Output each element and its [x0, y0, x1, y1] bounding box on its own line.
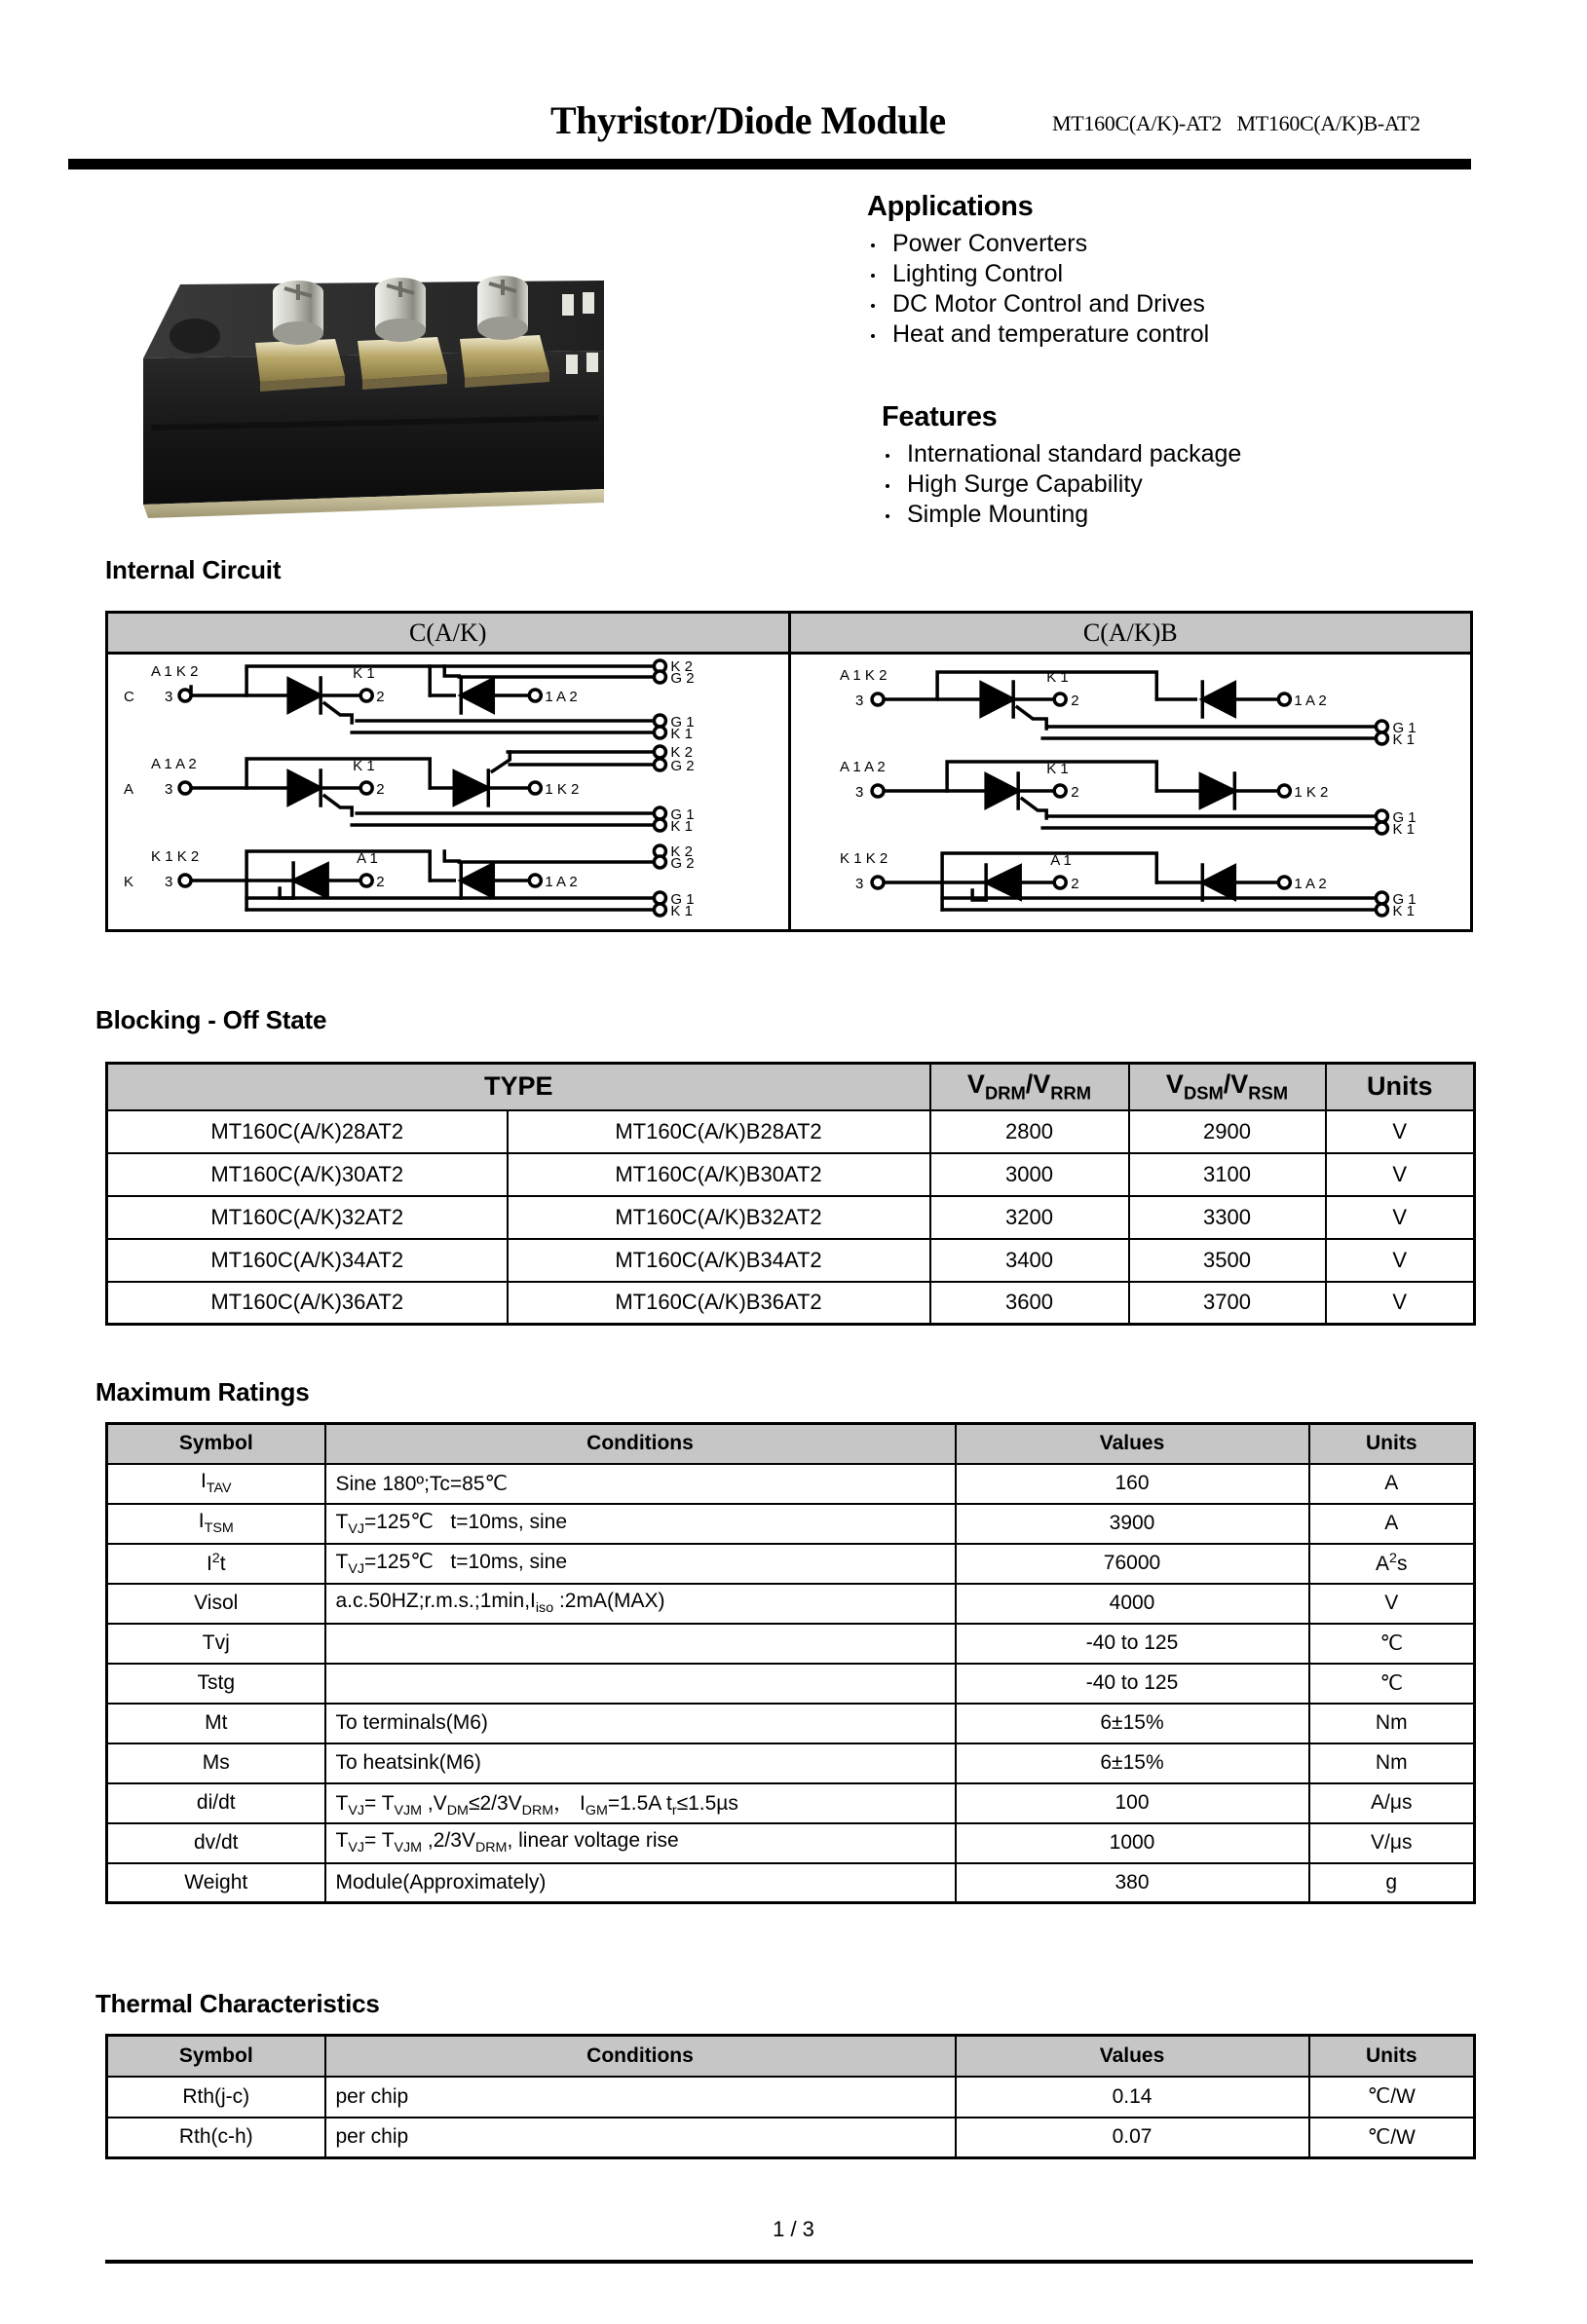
blocking-row-0-vdsm: 2900 [1129, 1110, 1326, 1153]
cak-row-0-term-2: G 1 [670, 714, 695, 731]
cakb-row-2-right: 1 A 2 [1293, 876, 1327, 892]
cakb-row-0-right: 1 A 2 [1293, 693, 1327, 709]
cak-row-2-left-label: K 1 K 2 [151, 848, 200, 865]
blocking-row-1-type-b: MT160C(A/K)B30AT2 [508, 1153, 930, 1196]
ratings-row-2-symbol: $I^2t$ [107, 1544, 325, 1584]
ratings-row-4-units: ℃ [1309, 1624, 1475, 1664]
internal-circuit-table [105, 611, 1473, 932]
col-header-symbol: Symbol [107, 1424, 325, 1464]
cak-row-1-left-label: A 1 A 2 [151, 756, 197, 772]
ratings-row-10-conditions: Module(Approximately) [325, 1863, 956, 1903]
ratings-row-9-units: V/μs [1309, 1823, 1475, 1863]
table-row [107, 1464, 1475, 1504]
col-header-conditions: Conditions [325, 2036, 956, 2077]
table-row [107, 1239, 1475, 1282]
cakb-row-0-term-1: K 1 [1391, 731, 1415, 748]
ratings-row-4-conditions [325, 1624, 956, 1664]
cakb-row-2-mid-label: A 1 [1049, 852, 1072, 869]
thermal-row-0-conditions: per chip [325, 2077, 956, 2118]
list-item [867, 259, 1491, 289]
table-row [107, 1504, 1475, 1544]
ratings-row-10-units: g [1309, 1863, 1475, 1903]
cak-row-1-term-0: K 2 [670, 744, 693, 761]
circuit-column-header-cakb: C(A/K)B [791, 614, 1471, 652]
table-row [107, 2077, 1475, 2118]
col-header-values: Values [956, 2036, 1309, 2077]
cakb-row-2-term-1: K 1 [1391, 903, 1415, 919]
cak-row-0-terminal: C [124, 689, 134, 705]
table-row [107, 1863, 1475, 1903]
ratings-row-4-values: -40 to 125 [956, 1624, 1309, 1664]
table-header-row [107, 1064, 1475, 1110]
header-rule [68, 159, 1471, 169]
thermal-row-1-values: 0.07 [956, 2118, 1309, 2158]
ratings-row-6-conditions: To terminals(M6) [325, 1704, 956, 1743]
features-item-0: International standard package [907, 440, 1242, 468]
applications-section [867, 191, 1491, 350]
blocking-row-4-type-a: MT160C(A/K)36AT2 [107, 1282, 508, 1325]
cak-row-1-left-pin: 3 [165, 781, 173, 798]
cakb-row-1-mid-pin: 2 [1070, 784, 1079, 801]
ratings-row-9-values: 1000 [956, 1823, 1309, 1863]
cakb-row-1-left-pin: 3 [854, 784, 863, 801]
col-header-units: Units [1326, 1064, 1475, 1110]
cak-row-2-term-2: G 1 [670, 891, 695, 908]
table-row [107, 1196, 1475, 1239]
blocking-row-4-vdsm: 3700 [1129, 1282, 1326, 1325]
part-numbers: MT160C(A/K)-AT2 MT160C(A/K)B-AT2 [1052, 111, 1420, 135]
table-header-row [107, 1424, 1475, 1464]
col-header-vdsm: $V_{DSM}/V_{RSM}$ [1129, 1064, 1326, 1110]
blocking-row-3-vdsm: 3500 [1129, 1239, 1326, 1282]
cak-row-2-term-1: G 2 [670, 855, 695, 872]
list-item [882, 469, 1505, 500]
blocking-row-1-units: V [1326, 1153, 1475, 1196]
list-item [867, 319, 1491, 350]
table-row [107, 1282, 1475, 1325]
blocking-row-2-units: V [1326, 1196, 1475, 1239]
cak-row-1-term-3: K 1 [670, 818, 693, 835]
blocking-row-1-type-a: MT160C(A/K)30AT2 [107, 1153, 508, 1196]
ratings-row-4-symbol: Tvj [107, 1624, 325, 1664]
cakb-row-1-right: 1 K 2 [1293, 784, 1328, 801]
ratings-row-2-values: 76000 [956, 1544, 1309, 1584]
ratings-row-6-values: 6±15% [956, 1704, 1309, 1743]
ratings-row-3-symbol: Visol [107, 1584, 325, 1624]
ratings-row-7-units: Nm [1309, 1743, 1475, 1783]
thermal-row-0-symbol: Rth(j-c) [107, 2077, 325, 2118]
bullet-dot-icon [886, 454, 889, 458]
blocking-row-0-type-a: MT160C(A/K)28AT2 [107, 1110, 508, 1153]
ratings-row-3-values: 4000 [956, 1584, 1309, 1624]
col-header-values: Values [956, 1424, 1309, 1464]
applications-item-0: Power Converters [892, 230, 1088, 257]
features-section [882, 401, 1505, 530]
cak-row-1-term-1: G 2 [670, 758, 695, 774]
blocking-row-2-type-b: MT160C(A/K)B32AT2 [508, 1196, 930, 1239]
ratings-row-6-symbol: Mt [107, 1704, 325, 1743]
cakb-row-0-left-pin: 3 [854, 693, 863, 709]
blocking-row-3-type-b: MT160C(A/K)B34AT2 [508, 1239, 930, 1282]
cak-row-1-mid-label: K 1 [353, 758, 375, 774]
applications-heading: Applications [867, 191, 1034, 222]
max-ratings-section-title: Maximum Ratings [95, 1377, 310, 1406]
ratings-row-0-symbol: $I_{TAV}$ [107, 1464, 325, 1504]
cakb-row-0-left-label: A 1 K 2 [839, 667, 887, 684]
blocking-row-2-type-a: MT160C(A/K)32AT2 [107, 1196, 508, 1239]
cakb-row-1-term-0: G 1 [1391, 809, 1417, 826]
applications-item-3: Heat and temperature control [892, 320, 1210, 348]
table-row [107, 2118, 1475, 2158]
ratings-row-1-units: A [1309, 1504, 1475, 1544]
ratings-row-1-symbol: $I_{TSM}$ [107, 1504, 325, 1544]
ratings-row-5-symbol: Tstg [107, 1664, 325, 1704]
cak-row-2-right: 1 A 2 [545, 874, 578, 890]
ratings-row-8-values: 100 [956, 1783, 1309, 1823]
list-item [882, 500, 1505, 530]
cakb-row-2-left-label: K 1 K 2 [839, 850, 888, 867]
maximum-ratings-table [105, 1422, 1476, 1904]
applications-item-2: DC Motor Control and Drives [892, 290, 1205, 318]
circuit-diagram-cakb [791, 655, 1471, 932]
circuit-column-header-cak: C(A/K) [108, 614, 791, 652]
blocking-row-3-units: V [1326, 1239, 1475, 1282]
footer-rule [105, 2260, 1473, 2264]
cakb-row-0-mid-pin: 2 [1070, 693, 1079, 709]
table-row [107, 1544, 1475, 1584]
list-item [867, 289, 1491, 319]
features-list [882, 439, 1505, 530]
applications-item-1: Lighting Control [892, 260, 1064, 287]
cak-row-2-term-0: K 2 [670, 843, 693, 860]
table-row [107, 1624, 1475, 1664]
module-illustration [119, 234, 645, 545]
col-header-type: TYPE [107, 1064, 930, 1110]
list-item [882, 439, 1505, 469]
bullet-dot-icon [871, 244, 875, 247]
bullet-dot-icon [886, 484, 889, 488]
internal-circuit-header-row [108, 614, 1470, 655]
ratings-row-3-conditions: $a.c.50HZ;r.m.s.;1\min,I_{iso}$ :2mA(MAX) [325, 1584, 956, 1624]
ratings-row-1-conditions: $T_{VJ}=125℃$ t=10ms, sine [325, 1504, 956, 1544]
blocking-section-title: Blocking - Off State [95, 1005, 327, 1034]
product-photo [119, 234, 645, 545]
thermal-characteristics-table [105, 2034, 1476, 2159]
table-row [107, 1783, 1475, 1823]
cak-row-0-right: 1 A 2 [545, 689, 578, 705]
features-heading: Features [882, 401, 998, 432]
thermal-row-0-values: 0.14 [956, 2077, 1309, 2118]
cak-row-0-mid-label: K 1 [353, 665, 375, 682]
table-row [107, 1823, 1475, 1863]
circuit-diagram-cak [108, 655, 791, 932]
table-header-row [107, 2036, 1475, 2077]
ratings-row-8-units: A/μs [1309, 1783, 1475, 1823]
ratings-row-5-conditions [325, 1664, 956, 1704]
col-header-units: Units [1309, 2036, 1475, 2077]
blocking-row-1-vdsm: 3100 [1129, 1153, 1326, 1196]
cak-schematic [108, 655, 788, 932]
ratings-row-6-units: Nm [1309, 1704, 1475, 1743]
ratings-row-0-units: A [1309, 1464, 1475, 1504]
ratings-row-7-values: 6±15% [956, 1743, 1309, 1783]
page-number: 1 / 3 [773, 2217, 814, 2241]
table-row [107, 1743, 1475, 1783]
ratings-row-9-symbol: dv/dt [107, 1823, 325, 1863]
features-item-2: Simple Mounting [907, 501, 1089, 528]
thermal-row-1-units: ℃/W [1309, 2118, 1475, 2158]
cak-row-0-term-1: G 2 [670, 670, 695, 687]
blocking-row-0-units: V [1326, 1110, 1475, 1153]
ratings-row-10-symbol: Weight [107, 1863, 325, 1903]
thermal-row-0-units: ℃/W [1309, 2077, 1475, 2118]
blocking-row-4-units: V [1326, 1282, 1475, 1325]
cak-row-2-terminal: K [124, 874, 134, 890]
ratings-row-3-units: V [1309, 1584, 1475, 1624]
cak-row-0-left-label: A 1 K 2 [151, 663, 199, 680]
blocking-off-state-table [105, 1062, 1476, 1326]
blocking-row-2-vdsm: 3300 [1129, 1196, 1326, 1239]
list-item [867, 229, 1491, 259]
ratings-row-0-conditions: Sine 180º;Tc=85℃ [325, 1464, 956, 1504]
thermal-row-1-conditions: per chip [325, 2118, 956, 2158]
cak-row-2-mid-label: A 1 [357, 850, 378, 867]
cakb-row-0-mid-label: K 1 [1045, 669, 1069, 686]
bullet-dot-icon [871, 334, 875, 338]
cakb-row-2-left-pin: 3 [854, 876, 863, 892]
blocking-row-4-vdrm: 3600 [930, 1282, 1129, 1325]
ratings-row-10-values: 380 [956, 1863, 1309, 1903]
col-header-vdrm: $V_{DRM}/V_{RRM}$ [930, 1064, 1129, 1110]
table-row [107, 1704, 1475, 1743]
table-row [107, 1110, 1475, 1153]
bullet-dot-icon [871, 304, 875, 308]
cak-row-2-left-pin: 3 [165, 874, 173, 890]
cak-row-0-left-pin: 3 [165, 689, 173, 705]
cak-row-0-term-0: K 2 [670, 658, 693, 675]
blocking-row-2-vdrm: 3200 [930, 1196, 1129, 1239]
cak-row-2-mid-pin: 2 [376, 874, 385, 890]
blocking-row-1-vdrm: 3000 [930, 1153, 1129, 1196]
cak-row-1-right: 1 K 2 [545, 781, 580, 798]
cak-row-2-term-3: K 1 [670, 903, 693, 919]
cakb-row-2-term-0: G 1 [1391, 891, 1417, 908]
blocking-row-3-vdrm: 3400 [930, 1239, 1129, 1282]
col-header-symbol: Symbol [107, 2036, 325, 2077]
table-row [107, 1584, 1475, 1624]
cak-row-0-mid-pin: 2 [376, 689, 385, 705]
ratings-row-7-symbol: Ms [107, 1743, 325, 1783]
blocking-row-3-type-a: MT160C(A/K)34AT2 [107, 1239, 508, 1282]
ratings-row-2-units: $A^2s$ [1309, 1544, 1475, 1584]
cak-row-1-terminal: A [124, 781, 134, 798]
cak-row-1-mid-pin: 2 [376, 781, 385, 798]
internal-circuit-body [108, 655, 1470, 932]
ratings-row-2-conditions: $T_{VJ}=125℃$ t=10ms, sine [325, 1544, 956, 1584]
cakb-row-1-term-1: K 1 [1391, 821, 1415, 838]
cakb-row-2-mid-pin: 2 [1070, 876, 1079, 892]
bullet-dot-icon [886, 514, 889, 518]
ratings-row-0-values: 160 [956, 1464, 1309, 1504]
bullet-dot-icon [871, 274, 875, 278]
thermal-section-title: Thermal Characteristics [95, 1989, 380, 2018]
features-item-1: High Surge Capability [907, 470, 1143, 498]
table-row [107, 1664, 1475, 1704]
cakb-schematic [791, 655, 1471, 932]
ratings-row-7-conditions: To heatsink(M6) [325, 1743, 956, 1783]
cakb-row-1-left-label: A 1 A 2 [839, 759, 886, 775]
table-row [107, 1153, 1475, 1196]
blocking-row-4-type-b: MT160C(A/K)B36AT2 [508, 1282, 930, 1325]
ratings-row-5-units: ℃ [1309, 1664, 1475, 1704]
cakb-row-0-term-0: G 1 [1391, 720, 1417, 736]
internal-circuit-title: Internal Circuit [105, 555, 282, 584]
ratings-row-9-conditions: $T_{VJ}= T_{VJM}$ $,2/3V_{DRM}$, linear voltage rise [325, 1823, 956, 1863]
cak-row-1-term-2: G 1 [670, 806, 695, 823]
thermal-row-1-symbol: Rth(c-h) [107, 2118, 325, 2158]
applications-list [867, 229, 1491, 350]
ratings-row-5-values: -40 to 125 [956, 1664, 1309, 1704]
ratings-row-8-conditions: $T_{VJ}= T_{VJM}$ $,V_{DM}\le 2/3V_{DRM}$， $I_{GM}=1.5A$ $t_r\le 1.5\mu s$ [325, 1783, 956, 1823]
page-header [68, 97, 1471, 158]
blocking-row-0-vdrm: 2800 [930, 1110, 1129, 1153]
blocking-row-0-type-b: MT160C(A/K)B28AT2 [508, 1110, 930, 1153]
col-header-conditions: Conditions [325, 1424, 956, 1464]
cakb-row-1-mid-label: K 1 [1045, 761, 1069, 777]
ratings-row-1-values: 3900 [956, 1504, 1309, 1544]
page-title: Thyristor/Diode Module [550, 98, 946, 142]
col-header-units: Units [1309, 1424, 1475, 1464]
cak-row-0-term-3: K 1 [670, 726, 693, 742]
ratings-row-8-symbol: di/dt [107, 1783, 325, 1823]
